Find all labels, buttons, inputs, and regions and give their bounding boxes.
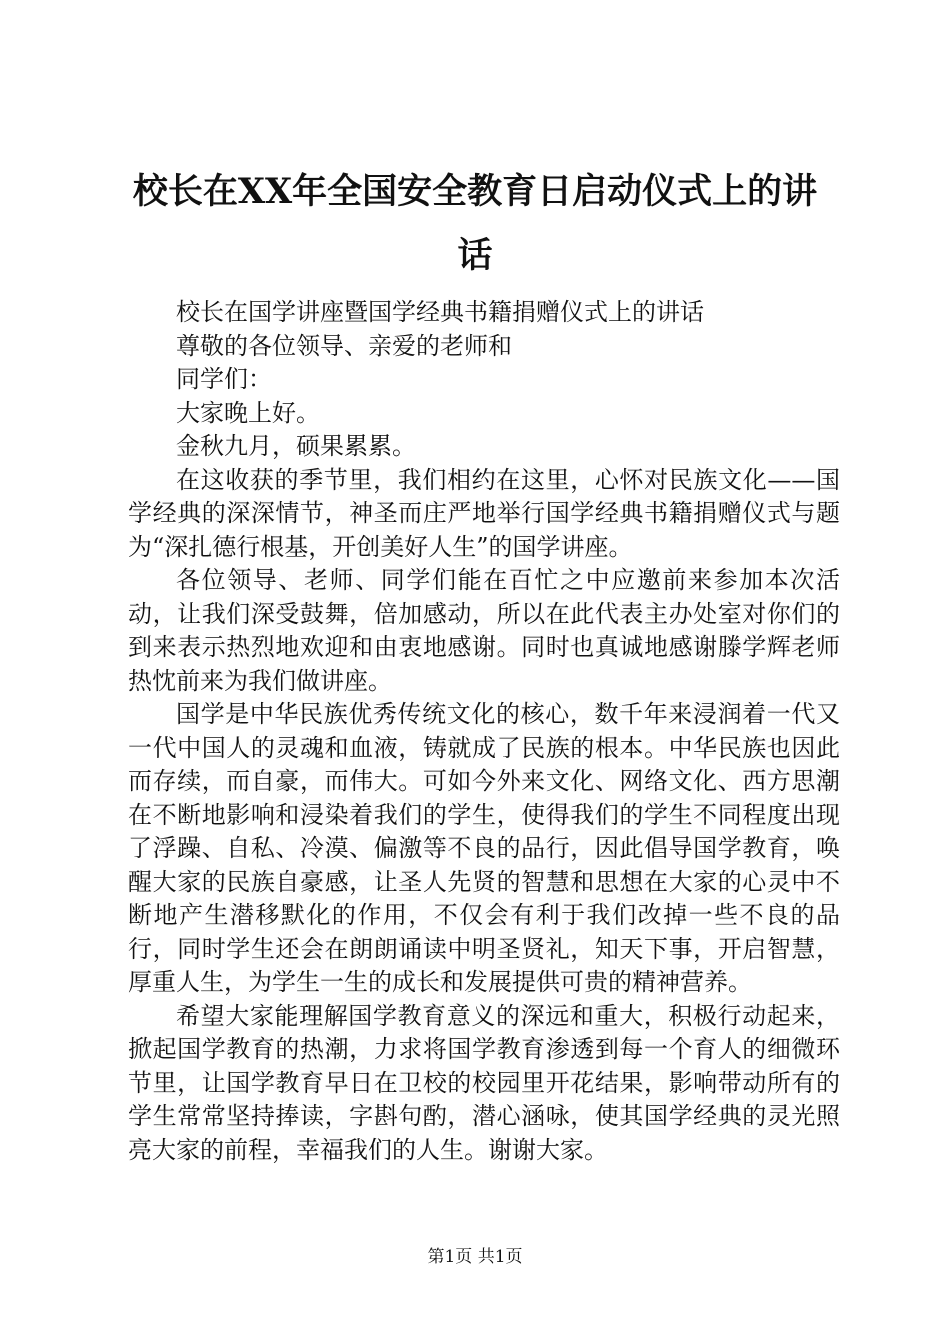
- paragraph: 在这收获的季节里，我们相约在这里，心怀对民族文化——国学经典的深深情节，神圣而庄严地举行国学经典书籍捐赠仪式与题为“深扎德行根基，开创美好人生”的国学讲座。: [128, 465, 840, 561]
- document-title: 校长在XX年全国安全教育日启动仪式上的讲话: [132, 171, 818, 276]
- paragraph: 尊敬的各位领导、亲爱的老师和: [176, 331, 512, 360]
- paragraph: 大家晚上好。: [176, 398, 320, 427]
- paragraph: 各位领导、老师、同学们能在百忙之中应邀前来参加本次活动，让我们深受鼓舞，倍加感动，所以在此代表主办处室对你们的到来表示热烈地欢迎和由衷地感谢。同时也真诚地感谢滕学辉老师热忱前来为我们做讲座。: [128, 566, 840, 695]
- paragraph: 国学是中华民族优秀传统文化的核心，数千年来浸润着一代又一代中国人的灵魂和血液，铸就成了民族的根本。中华民族也因此而存续，而自豪，而伟大。可如今外来文化、网络文化、西方思潮在不断地影响和浸染着我们的学生，使得我们的学生不同程度出现了浮躁、自私、冷漠、偏激等不良的品行，因此倡导国学教育，唤醒大家的民族自豪感，让圣人先贤的智慧和思想在大家的心灵中不断地产生潜移默化的作用，不仅会有利于我们改掉一些不良的品行，同时学生还会在朗朗诵读中明圣贤礼，知天下事，开启智慧，厚重人生，为学生一生的成长和发展提供可贵的精神营养。: [128, 700, 840, 996]
- page-footer: 第1页 共1页: [427, 1247, 523, 1267]
- paragraph: 金秋九月，硕果累累。: [176, 432, 416, 460]
- paragraph: 希望大家能理解国学教育意义的深远和重大，积极行动起来，掀起国学教育的热潮，力求将国学教育渗透到每一个育人的细微环节里，让国学教育早日在卫校的校园里开花结果，影响带动所有的学生常常坚持捧读，字斟句酌，潜心涵咏，使其国学经典的灵光照亮大家的前程，幸福我们的人生。谢谢大家。: [128, 1001, 840, 1164]
- document-body: [128, 296, 840, 1167]
- paragraph: 校长在国学讲座暨国学经典书籍捐赠仪式上的讲话: [176, 298, 704, 326]
- paragraph: 同学们：: [176, 365, 272, 393]
